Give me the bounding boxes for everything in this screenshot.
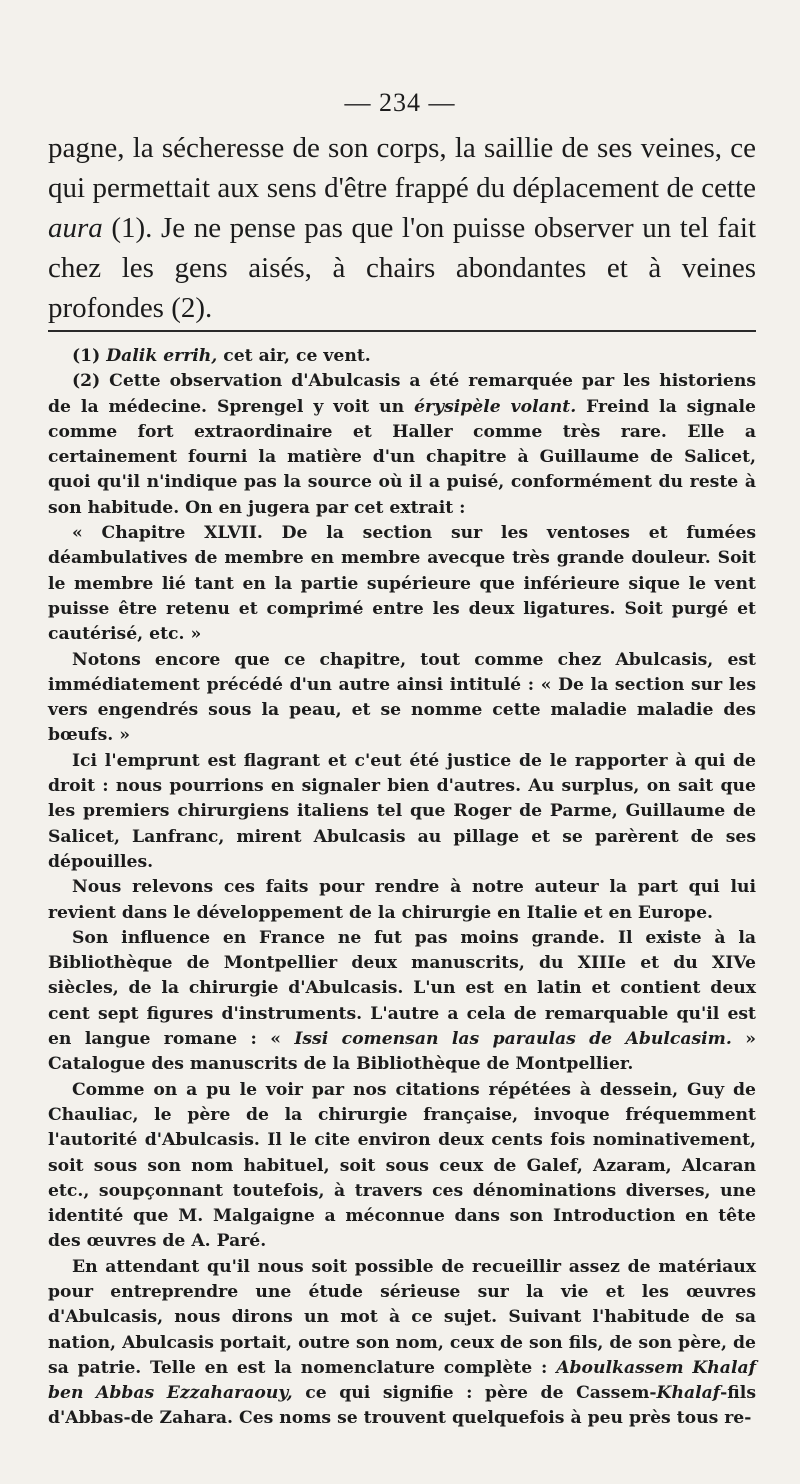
influence-text-a: Son influence en France ne fut pas moins grande. Il existe à la Bibliothèque de Montpellier deux manuscrits, du XIIIe et du XIVe siècles, de la chirurgie d'Abulcasis. L'un est en latin et contient deux cent sept figures d'instruments. L'autre a cela de remarquable qu'il est en langue romane : « — [48, 927, 756, 1050]
paragraph-relevons: Nous relevons ces faits pour rendre à notre auteur la part qui lui revient dans le développement de la chirurgie en Italie et en Europe. — [48, 877, 756, 923]
paragraph-influence — [48, 926, 756, 1078]
footnote-1-text: cet air, ce vent. — [217, 346, 371, 366]
attendant-name: Aboulkassem Khalaf ben Abbas Ezzaharaouy, — [48, 1357, 757, 1404]
footnote-separator — [48, 330, 756, 332]
footnote-1-term: Dalik errih, — [106, 346, 218, 366]
footnote-2-b: Freind la signale comme fort extraordinaire et Haller comme très rare. Elle a certainement fourni la matière d'un chapitre à Guillaume de Salicet, quoi qu'il n'indique pas la source où il a puisé, conformément du reste à son habitude. On en jugera par cet extrait : — [48, 396, 756, 518]
paragraph-guy-de-chauliac: Comme on a pu le voir par nos citations répétées à dessein, Guy de Chauliac, le père de la chirurgie française, invoque fréquemment l'autorité d'Abulcasis. Il le cite environ deux cents fois nominativement, soit sous son nom habituel, soit sous ceux de Galef, Azaram, Alcaran etc., soupçonnant toutefois, à travers ces dénominations diverses, une identité que M. Malgaigne a méconnue dans son Introduction en tête des œuvres de A. Paré. — [48, 1079, 756, 1252]
footnote-1-mark: (1) — [72, 346, 107, 366]
footnote-2-a: (2) Cette observation d'Abulcasis a été remarquée par les historiens de la médecine. Sprengel y voit un — [48, 371, 756, 417]
footnote-2 — [48, 369, 756, 521]
paragraph-attendant — [48, 1255, 756, 1432]
main-paragraph — [48, 128, 756, 328]
footnote-1 — [48, 344, 756, 369]
paragraph-notons: Notons encore que ce chapitre, tout comme chez Abulcasis, est immédiatement précédé d'un autre ainsi intitulé : « De la section sur les vers engendrés sous la peau, et se nomme cette maladie maladie des bœufs. » — [48, 649, 756, 746]
attendant-khalaf: Khalaf — [656, 1383, 721, 1404]
main-text-block — [48, 128, 756, 328]
influence-text-b: » Catalogue des manuscrits de la Bibliothèque de Montpellier. — [48, 1029, 756, 1075]
paragraph-emprunt: Ici l'emprunt est flagrant et c'eut été justice de le rapporter à qui de droit : nous pourrions en signaler bien d'autres. Au surplus, on sait que les premiers chirurgiens italiens tel que Roger de Parme, Guillaume de Salicet, Lanfranc, mirent Abulcasis au pillage et se parèrent de ses dépouilles. — [48, 750, 756, 872]
footnotes-block — [48, 344, 756, 1432]
quote-chapitre: « Chapitre XLVII. De la section sur les ventoses et fumées déambulatives de membre en membre avecque très grande douleur. Soit le membre lié tant en la partie supérieure que inférieure sique le vent puisse être retenu et comprimé entre les deux ligatures. Soit purgé et cautérisé, etc. » — [48, 523, 756, 645]
page-number: — 234 — — [344, 88, 456, 117]
main-text-a: pagne, la sécheresse de son corps, la saillie de ses veines, ce qui permettait aux sens d'être frappé du déplacement de cette — [48, 132, 756, 204]
main-text-b: (1). Je ne pense pas que l'on puisse observer un tel fait chez les gens aisés, à chairs abondantes et à veines profondes (2). — [48, 212, 756, 324]
attendant-text-a: En attendant qu'il nous soit possible de recueillir assez de matériaux pour entreprendre une étude sérieuse sur la vie et les œuvres d'Abulcasis, nous dirons un mot à ce sujet. Suivant l'habitude de sa nation, Abulcasis portait, outre son nom, ceux de son fils, de son père, de sa patrie. Telle en est la nomenclature complète : — [48, 1256, 756, 1378]
footnote-2-term: érysipèle volant. — [414, 396, 577, 417]
attendant-text-c: -fils d'Abbas-de Zahara. Ces noms se trouvent quelquefois à peu près tous re- — [48, 1383, 756, 1429]
influence-title: Issi comensan las paraulas de Abulcasim. — [294, 1029, 732, 1050]
attendant-text-b: ce qui signifie : père de Cassem- — [292, 1383, 657, 1404]
aura-term: aura — [48, 212, 103, 244]
